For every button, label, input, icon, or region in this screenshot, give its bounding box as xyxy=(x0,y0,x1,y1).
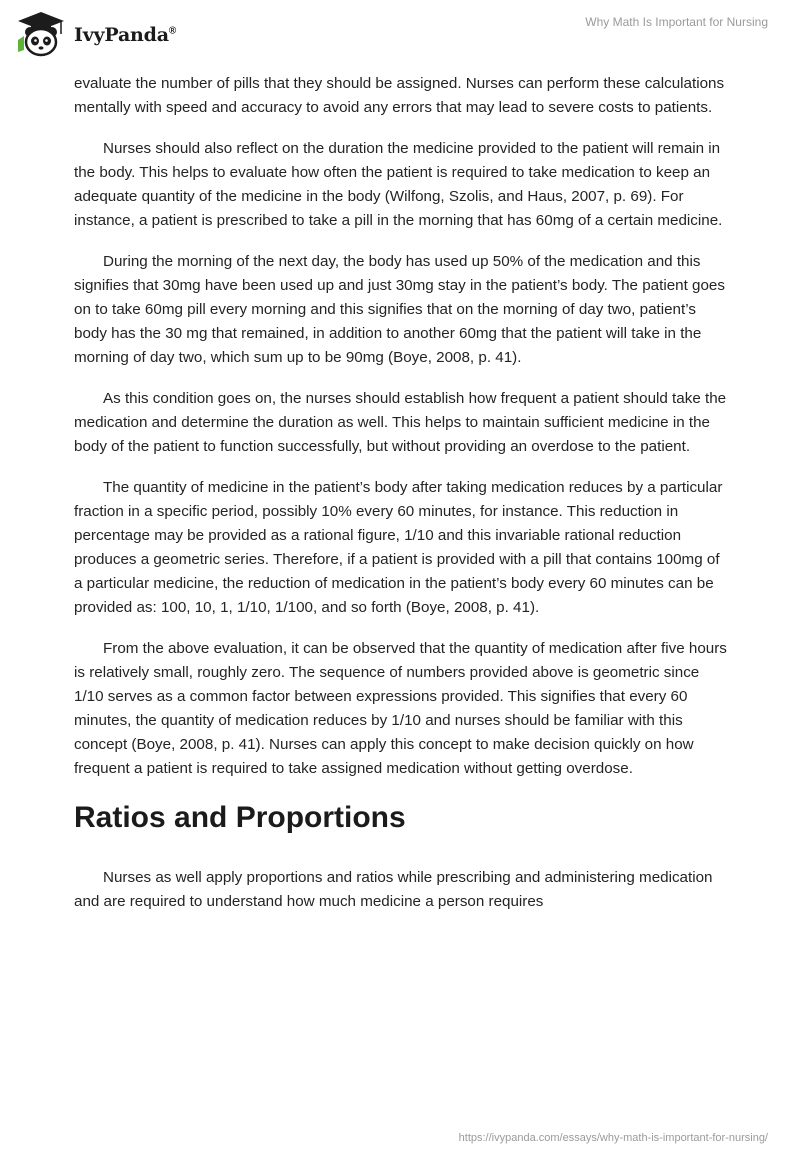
registered-mark: ® xyxy=(168,25,177,37)
page-header xyxy=(0,0,800,70)
paragraph-1: evaluate the number of pills that they should be assigned. Nurses can perform these calculations mentally with speed and accuracy to avoid any errors that may lead to severe costs to patients. xyxy=(74,75,725,116)
section-heading: Ratios and Proportions xyxy=(74,801,406,834)
ivypanda-logo[interactable] xyxy=(14,10,176,58)
paragraph-2: Nurses should also reflect on the duration the medicine provided to the patient will remain in the body. This helps to evaluate how often the patient is required to take medication to keep an adequate quantity of the medicine in the body (Wilfong, Szolis, and Haus, 2007, p. 69). For instance, a patient is prescribed to take a pill in the morning that has 60mg of a certain medicine. xyxy=(74,140,723,229)
document-title: Why Math Is Important for Nursing xyxy=(585,15,768,29)
paragraph-4: As this condition goes on, the nurses should establish how frequent a patient should take the medication and determine the duration as well. This helps to maintain sufficient medicine in the body of the patient to function successfully, but without providing an overdose to the patient. xyxy=(74,390,727,455)
paragraph-7: Nurses as well apply proportions and ratios while prescribing and administering medication and are required to understand how much medicine a person requires xyxy=(74,869,713,910)
source-url[interactable]: https://ivypanda.com/essays/why-math-is-important-for-nursing/ xyxy=(458,1132,768,1144)
panda-graduate-icon xyxy=(14,10,68,58)
paragraph-3: During the morning of the next day, the body has used up 50% of the medication and this signifies that 30mg have been used up and just 30mg stay in the patient’s body. The patient goes on to take 60mg pill every morning and this signifies that on the morning of day two, patient’s body has the 30 mg that remained, in addition to another 60mg that the patient will take in the morning of day two, which sum up to be 90mg (Boye, 2008, p. 41). xyxy=(74,253,725,366)
essay-body xyxy=(74,72,730,931)
brand-name: IvyPanda® xyxy=(74,24,177,46)
paragraph-6: From the above evaluation, it can be observed that the quantity of medication after five hours is relatively small, roughly zero. The sequence of numbers provided above is geometric since 1/10 serves as a common factor between expressions provided. This signifies that every 60 minutes, the quantity of medication reduces by 1/10 and nurses should be familiar with this concept (Boye, 2008, p. 41). Nurses can apply this concept to make decision quickly on how frequent a patient is required to take assigned medication without getting overdose. xyxy=(74,640,727,777)
paragraph-5: The quantity of medicine in the patient’s body after taking medication reduces by a particular fraction in a specific period, possibly 10% every 60 minutes, for instance. This reduction in percentage may be provided as a rational figure, 1/10 and this invariable rational reduction produces a geometric series. Therefore, if a patient is provided with a pill that contains 100mg of a particular medicine, the reduction of medication in the patient’s body every 60 minutes can be provided as: 100, 10, 1, 1/10, 1/100, and so forth (Boye, 2008, p. 41). xyxy=(74,479,723,616)
